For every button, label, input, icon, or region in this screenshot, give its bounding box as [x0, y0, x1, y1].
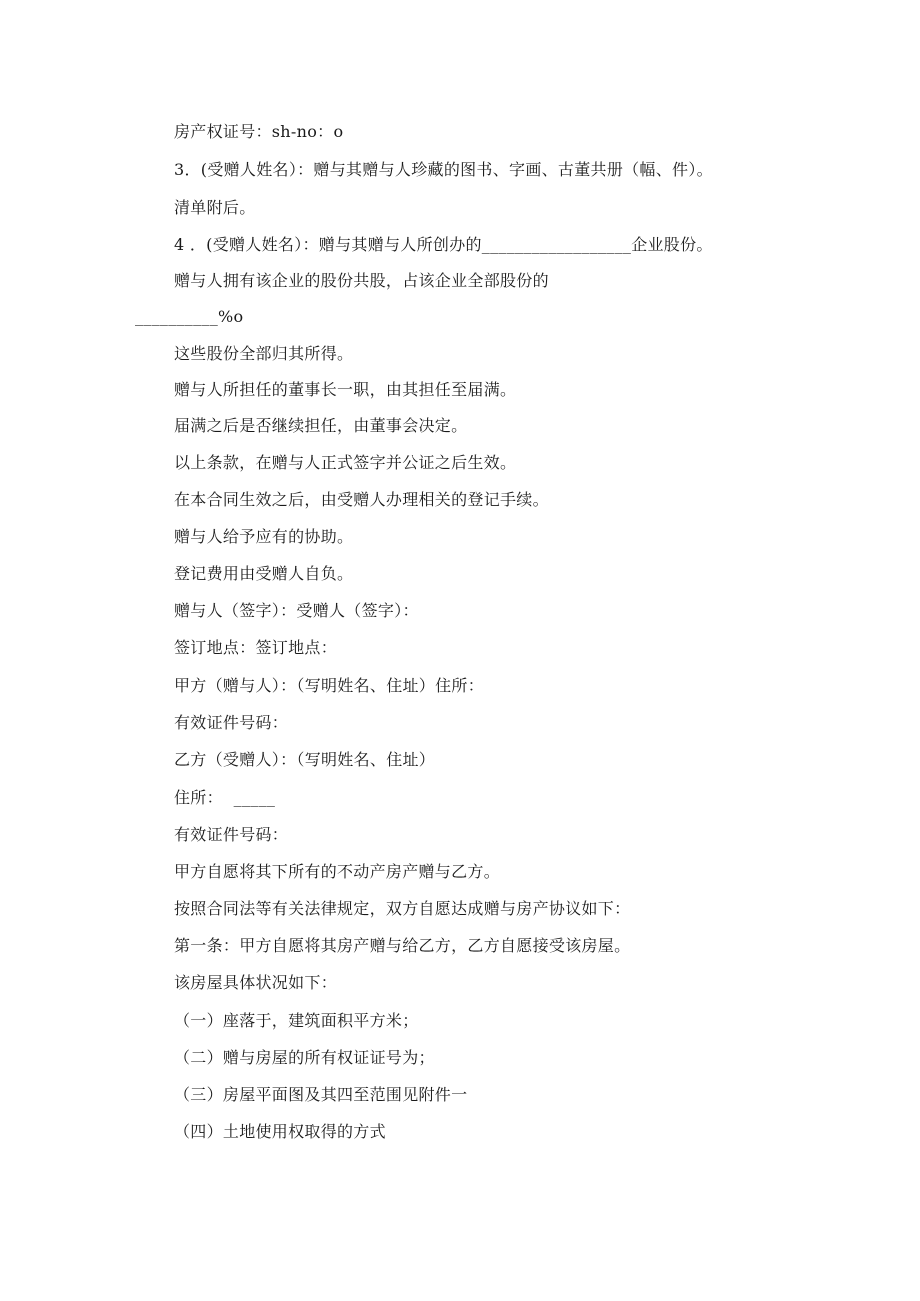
text-line: 赠与人拥有该企业的股份共股，占该企业全部股份的: [174, 271, 549, 290]
text-line: 甲方自愿将其下所有的不动产房产赠与乙方。: [174, 862, 501, 881]
text-line: 有效证件号码：: [174, 713, 289, 732]
text-line: （四）土地使用权取得的方式: [174, 1122, 386, 1141]
text-line: 按照合同法等有关法律规定，双方自愿达成赠与房产协议如下：: [174, 899, 631, 918]
text-line: 以上条款，在赠与人正式签字并公证之后生效。: [174, 453, 517, 472]
text-line: 赠与人给予应有的协助。: [174, 527, 354, 546]
text-line: 有效证件号码：: [174, 825, 289, 844]
text-line: 甲方（赠与人）：（写明姓名、住址）住所：: [174, 676, 485, 695]
text-line: 在本合同生效之后，由受赠人办理相关的登记手续。: [174, 490, 549, 509]
text-line: 这些股份全部归其所得。: [174, 344, 354, 363]
text-line: 届满之后是否继续担任，由董事会决定。: [174, 416, 468, 435]
text-line: （二）赠与房屋的所有权证证号为；: [174, 1048, 435, 1067]
text-line: 清单附后。: [174, 198, 256, 217]
text-line: __________%o: [135, 307, 244, 326]
text-line: 乙方（受赠人）：（写明姓名、住址）: [174, 750, 436, 769]
text-line: （一）座落于，建筑面积平方米；: [174, 1011, 419, 1030]
text-line: 签订地点：签订地点：: [174, 638, 338, 657]
text-line: （三）房屋平面图及其四至范围见附件一: [174, 1085, 468, 1104]
text-line: 4 ．(受赠人姓名）：赠与其赠与人所创办的__________________企业股份。: [174, 235, 713, 254]
text-line: 房产权证号：sh-no：o: [174, 122, 344, 141]
text-line: 该房屋具体状况如下：: [174, 973, 338, 992]
text-line: 住所： _____: [174, 788, 276, 807]
text-line: 登记费用由受赠人自负。: [174, 564, 354, 583]
text-line: 第一条：甲方自愿将其房产赠与给乙方，乙方自愿接受该房屋。: [174, 936, 631, 955]
text-line: 赠与人（签字）：受赠人（签字）：: [174, 601, 419, 620]
text-line: 赠与人所担任的董事长一职，由其担任至届满。: [174, 380, 517, 399]
text-line: 3．(受赠人姓名）：赠与其赠与人珍藏的图书、字画、古董共册（幅、件）。: [174, 160, 713, 179]
